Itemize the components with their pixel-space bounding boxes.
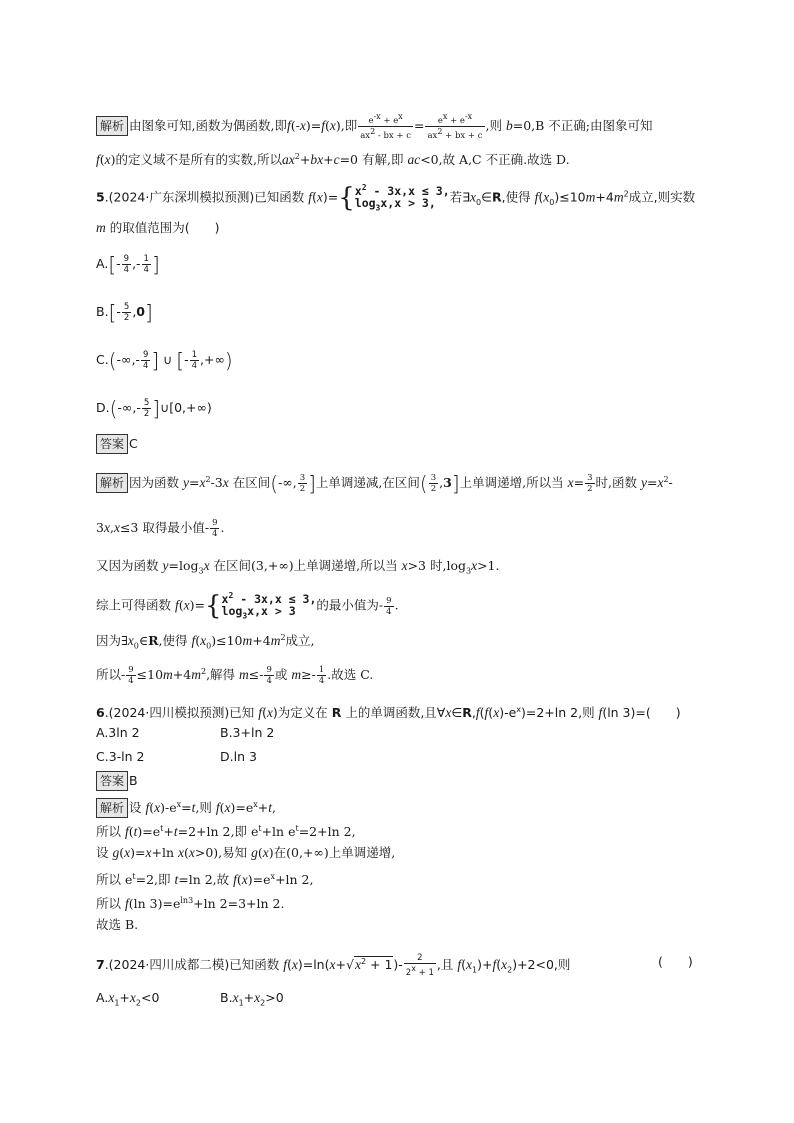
q6-options-row2 xyxy=(96,747,145,767)
q5-answer: 答案 C xyxy=(96,434,138,454)
q5-analysis-line5: 因为$\exists x_0\in R$,使得 $f(x_0)\le 10m+4m^2$成立, xyxy=(96,633,315,651)
q5-option-a: A.[- $\frac{9}{4}$ ,- $\frac{1}{4}$ ] xyxy=(96,252,160,277)
q5-analysis-line1: 解析 因为函数 $y=x^2-3x$ 在区间(-∞, $\frac{3}{2}$ ]上单调递减,在区间( $\frac{3}{2}$ ,3]上单调递增,所以当 x= $\frac{3}{2}$ 时,函数 $y=x^2-$ xyxy=(96,470,673,494)
analysis-tag: 解析 xyxy=(96,798,128,818)
q5-option-c: C.(-∞,- $\frac{9}{4}$ ] ∪ [- $\frac{1}{4}$ ,+∞) xyxy=(96,348,233,373)
q6-analysis-line2: 所以 $f(t)=e^t+t=2+\ln$ 2,即 $e^t+\ln$ $e^t=2+\ln$ 2, xyxy=(96,824,356,840)
answer-tag: 答案 xyxy=(96,771,128,791)
q4-analysis-line2: f(x)的定义域不是所有的实数,所以$ax^2+bx+c=0$ 有解,即 ac<0,故 A,C 不正确.故选 D. xyxy=(96,152,570,168)
analysis-tag: 解析 xyxy=(96,116,128,136)
q5-analysis-line3: 又因为函数 $y=\log_3x$ 在区间(3,+∞)上单调递增,所以当 x>3 时$,\log_3x>1$. xyxy=(96,558,500,576)
q6-analysis-line1: 解析 设 $f(x)-e^x=t$,则 $f(x)=e^x+t$, xyxy=(96,795,276,818)
q7-option-a: $A.x_1+x_2<0$ xyxy=(96,990,160,1008)
q6-analysis-line5: 所以 f(ln $3)=e^{ln3}+\ln$ 2=3+ln 2. xyxy=(96,896,285,912)
q6-option-d-wrap xyxy=(220,747,257,767)
q4-analysis-line1: 解析 由图象可知,函数为偶函数,即f(-x)=f(x),即 $\frac{e^{-x} + e^x}{ax^2 - bx + c}$ = $\frac{e^x + e^{-x}}{ax^2 + bx + c}$ ,则 b=0,B 不正确;由图象可知 xyxy=(96,112,653,141)
q7-option-b: $B.x_1+x_2>0$ xyxy=(220,990,284,1008)
q6-option-b-wrap xyxy=(220,723,274,743)
q6-option-d: D.ln 3 xyxy=(220,749,257,764)
q5-analysis-line6: 所以- $\frac{9}{4}$ $\le 10m+4m^2$,解得 m≤- $\frac{9}{4}$ 或 m≥- $\frac{1}{4}$ .故选 C. xyxy=(96,665,374,687)
q6-option-b: B.3+ln 2 xyxy=(220,725,275,740)
q5-stem-line2: m 的取值范围为( ) xyxy=(96,220,220,235)
q6-stem: 6.(2024·四川模拟预测)已知 f(x)为定义在 R 上的单调函数,且$\forall x\in R,f(f(x)-e^x)=2+\ln$ 2,则 f(ln 3)=( ) xyxy=(96,705,681,721)
q5-analysis-line4: 综上可得函数 $f(x)=\{x^2 - 3x,x \le 3$, $\log_3x,x > 3$ 的最小值为- $\frac{9}{4}$ . xyxy=(96,591,399,622)
q5-stem-line1: 5.(2024·广东深圳模拟预测)已知函数 $f(x)=\{x^2 - 3x,x \le 3$, $\log_3x,x > 3$, 若$\exists x_0\in R$,使得 $f(x_0)\le 10m+4m^2$成立,则实数 xyxy=(96,183,696,214)
q5-option-b: B.[- $\frac{5}{2}$ ,0] xyxy=(96,300,153,325)
analysis-tag: 解析 xyxy=(96,473,128,493)
q6-analysis-line6: 故选 B. xyxy=(96,917,139,932)
q6-option-a: A.3ln 2 xyxy=(96,725,140,740)
q5-option-d: D.(-∞,- $\frac{5}{2}$ ]∪[0,+∞) xyxy=(96,396,212,421)
q6-analysis-line4: 所以 $e^t=2$,即 t=ln 2,故 $f(x)=e^x+\ln$ 2, xyxy=(96,872,314,888)
q6-option-c: C.3-ln 2 xyxy=(96,749,145,764)
q5-analysis-line2: 3x,x≤3 取得最小值- $\frac{9}{4}$ . xyxy=(96,518,225,539)
q7-paren: ( ) xyxy=(658,954,693,969)
q7-stem: 7.(2024·四川成都二模)已知函数 $f(x)=\ln(x+√x^2 + 1)-$ $\frac{2}{2^x + 1}$ ,且 $f(x_1)+f(x_2)+2<0$,则 xyxy=(96,953,571,979)
q6-analysis-line3: 设 g(x)=x+ln x(x>0),易知 g(x)在(0,+∞)上单调递增, xyxy=(96,845,396,860)
q6-answer: 答案 B xyxy=(96,771,138,791)
q6-options-row1 xyxy=(96,723,140,743)
answer-tag: 答案 xyxy=(96,434,128,454)
